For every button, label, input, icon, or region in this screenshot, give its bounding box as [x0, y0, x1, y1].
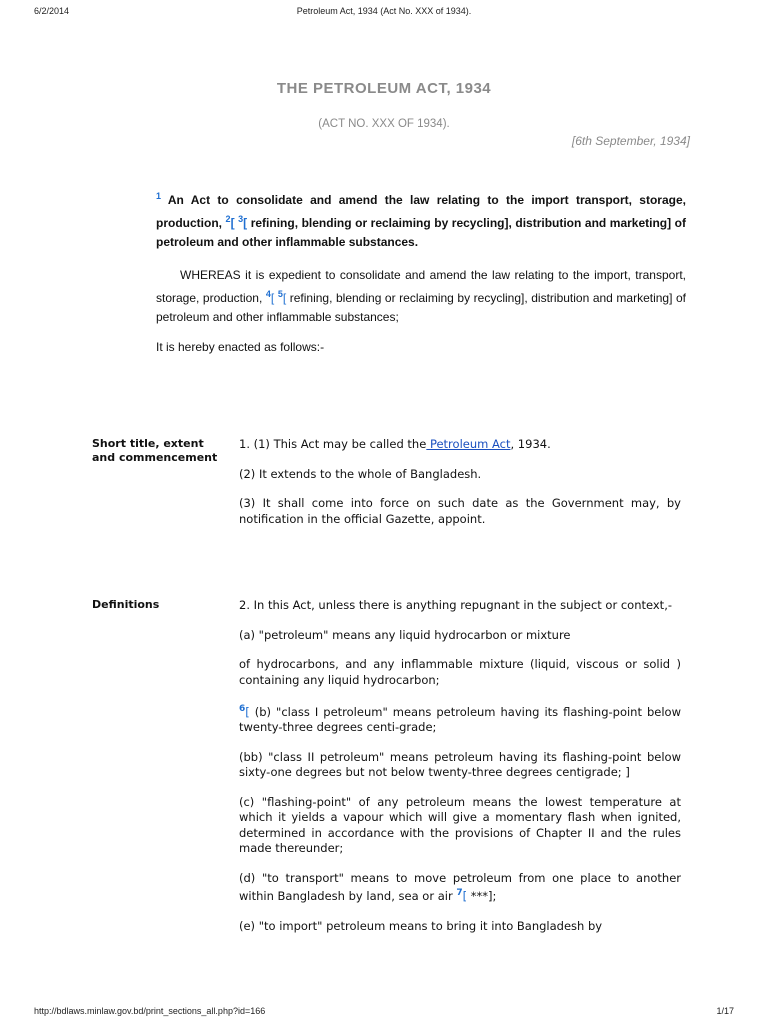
page-counter: 1/17 — [716, 1006, 734, 1016]
long-title: $^1$ An Act to consolidate and amend the law relating to the import transport, storage, production, $^2$[ $^3$[ refining, blending or reclaiming by recycling], distribution and marketing] of petroleum and other inflammable substances. — [156, 191, 686, 249]
enactment-clause: It is hereby enacted as follows:- — [156, 340, 325, 354]
definition-b: $^6$[ (b) "class I petroleum" means petroleum having its flashing-point below twenty-three degrees centi-grade; — [239, 704, 681, 735]
definition-c: (c) "flashing-point" of any petroleum means the lowest temperature at which it yields a vapour which will give a momentary flash when ignited, determined in accordance with the provisions of Chapter II and the rules made thereunder; — [239, 794, 681, 856]
section-2-intro: 2. In this Act, unless there is anything repugnant in the subject or context,- — [239, 598, 672, 612]
definition-a-1: (a) "petroleum" means any liquid hydrocarbon or mixture — [239, 627, 571, 642]
footnote-ref-7[interactable]: 7 — [456, 888, 463, 899]
preamble: WHEREAS it is expedient to consolidate and amend the law relating to the import, transport, storage, production, $^4$[ $^5$[ refining, blending or reclaiming by recycling], distribution and marketing] of petroleum and other inflammable substances; — [156, 268, 687, 324]
section-1-clause-3: (3) It shall come into force on such date as the Government may, by notification in the official Gazette, appoint. — [239, 496, 681, 526]
print-header — [34, 6, 734, 20]
definition-d: (d) "to transport" means to move petroleum from one place to another within Bangladesh by land, sea or air $^7$[ ***]; — [239, 870, 681, 904]
footnote-ref-2[interactable]: 2 — [225, 214, 231, 224]
section-1-clause-1: 1. (1) This Act may be called the Petroleum Act, 1934. — [239, 437, 551, 451]
section-1-body — [239, 437, 681, 541]
section-1-clause-2: (2) It extends to the whole of Bangladesh. — [239, 466, 482, 481]
print-date: 6/2/2014 — [34, 6, 70, 16]
definition-a-2: of hydrocarbons, and any inflammable mixture (liquid, viscous or solid ) containing any liquid hydrocarbon; — [239, 657, 681, 687]
act-title: THE PETROLEUM ACT, 1934 — [276, 80, 492, 97]
petroleum-act-link[interactable]: Petroleum Act — [426, 437, 511, 451]
print-footer — [34, 1006, 734, 1020]
act-number: (ACT NO. XXX OF 1934). — [318, 118, 450, 130]
footnote-ref-5[interactable]: 5 — [277, 289, 283, 299]
section-2-heading: Definitions — [92, 598, 160, 611]
definition-bb: (bb) "class II petroleum" means petroleum having its flashing-point below sixty-one degrees but not below twenty-three degrees centigrade; ] — [239, 749, 681, 780]
footnote-ref-4[interactable]: 4 — [265, 289, 271, 299]
footnote-ref-1[interactable]: 1 — [156, 191, 162, 201]
footnote-ref-6[interactable]: 6 — [239, 704, 246, 714]
print-title: Petroleum Act, 1934 (Act No. XXX of 1934). — [296, 6, 472, 16]
section-1-heading: Short title, extent and commencement — [92, 437, 218, 464]
print-url: http://bdlaws.minlaw.gov.bd/print_sections_all.php?id=166 — [34, 1006, 266, 1016]
section-2-body — [239, 598, 681, 948]
act-date: [6th September, 1934] — [571, 134, 690, 148]
footnote-ref-3[interactable]: 3 — [238, 214, 244, 224]
definition-e: (e) "to import" petroleum means to bring it into Bangladesh by — [239, 918, 603, 933]
